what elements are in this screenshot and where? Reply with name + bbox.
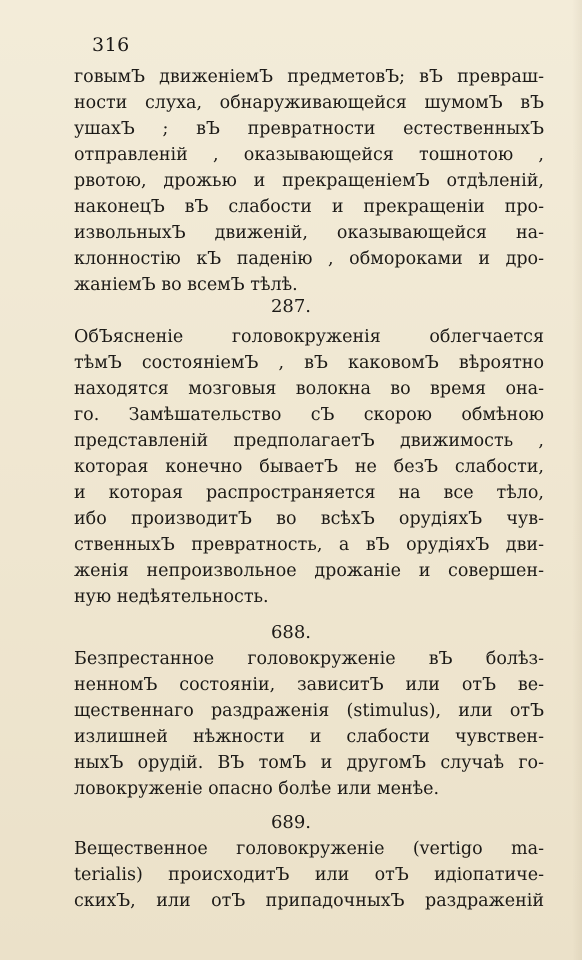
text-line: отправленiй , оказывающейся тошнотою , (74, 145, 544, 165)
text-line: рвотою, дрожью и прекращенiемЪ отдѣленiй, (74, 171, 544, 191)
text-line: тѣмЪ состоянiемЪ , вЪ каковомЪ вѣроятно (74, 353, 544, 373)
section-number: 689. (270, 812, 312, 833)
text-line: ловокруженiе опасно болѣе или менѣе. (74, 779, 440, 799)
text-line: извольныхЪ движенiй, оказывающейся на- (74, 223, 544, 243)
text-line: женiя непроизвольное дрожанiе и совершен- (74, 561, 544, 581)
text-line: Безпрестанное головокруженiе вЪ болѣз- (74, 649, 544, 669)
section-number: 287. (270, 296, 312, 317)
text-line: ОбЪясненiе головокруженiя облегчается (74, 327, 544, 347)
text-line: го. Замѣшательство сЪ скорою обмѣною (74, 405, 544, 425)
text-line: ныхЪ орудiй. ВЪ томЪ и другомЪ случаѣ го- (74, 753, 544, 773)
text-line: ственныхЪ превратность, а вЪ орудiяхЪ дви- (74, 535, 544, 555)
text-line: Вещественное головокруженiе (vertigo ma- (74, 839, 544, 859)
text-line: и которая распространяется на все тѣло, (74, 483, 544, 503)
page-number: 316 (92, 34, 130, 56)
text-line: представленiй предполагаетЪ движимость , (74, 431, 544, 451)
text-line: которая конечно бываетЪ не безЪ слабости, (74, 457, 544, 477)
text-line: клонностiю кЪ паденiю , обмороками и дро- (74, 249, 544, 269)
text-line: ную недѣятельность. (74, 587, 269, 607)
text-line: щественнаго раздраженiя (stimulus), или отЪ (74, 701, 544, 721)
text-line: ненномЪ состоянiи, зависитЪ или отЪ ве- (74, 675, 544, 695)
section-number: 688. (270, 622, 312, 643)
text-line: говымЪ движенiемЪ предметовЪ; вЪ превраш- (74, 67, 544, 87)
text-line: ности слуха, обнаруживающейся шумомЪ вЪ (74, 93, 544, 113)
text-line: ушахЪ ; вЪ превратности естественныхЪ (74, 119, 544, 139)
text-line: terialis) происходитЪ или отЪ идiопатиче- (74, 865, 544, 885)
text-line: излишней нѣжности и слабости чувствен- (74, 727, 544, 747)
text-line: ибо производитЪ во всѣхЪ орудiяхЪ чув- (74, 509, 544, 529)
text-line: наконецЪ вЪ слабости и прекращенiи про- (74, 197, 544, 217)
text-line: находятся мозговыя волокна во время она- (74, 379, 544, 399)
text-line: скихЪ, или отЪ припадочныхЪ раздраженiй (74, 891, 544, 911)
text-line: жанiемЪ во всемЪ тѣлѣ. (74, 275, 298, 295)
